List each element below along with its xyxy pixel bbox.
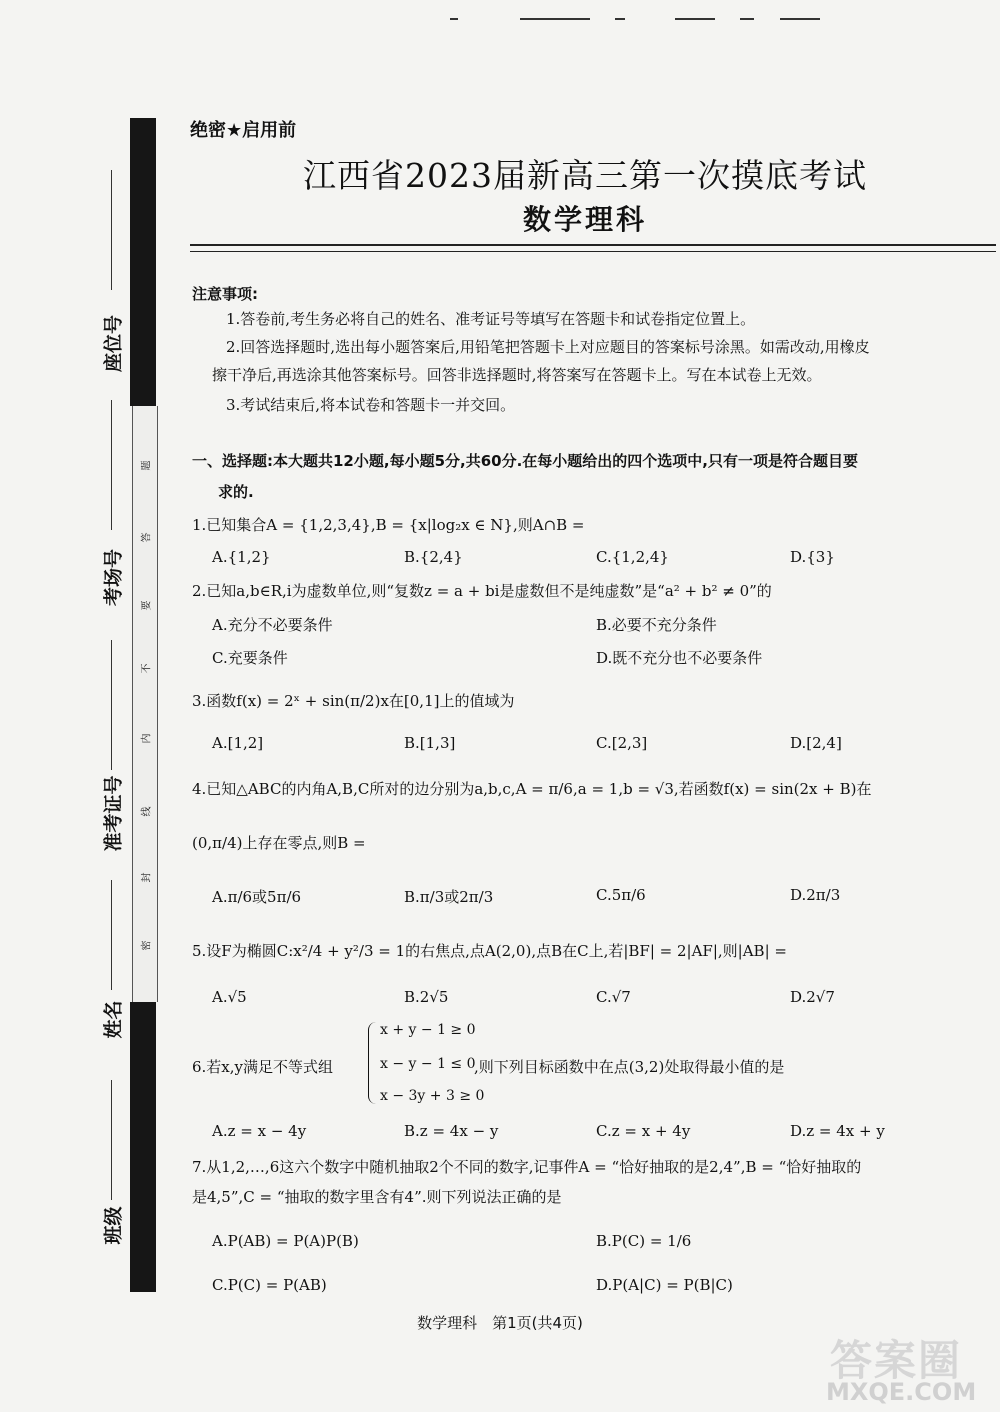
option-a: A.π/6或5π/6 [212,888,302,906]
watermark-text: 答案圈 [830,1336,963,1385]
option-d: D.2√7 [790,988,835,1006]
note-item: 3.考试结束后,将本试卷和答题卡一并交回。 [226,396,516,414]
option-d: D.z = 4x + y [790,1122,885,1140]
exam-room-line [111,400,112,530]
note-item: 1.答卷前,考生务必将自己的姓名、准考证号等填写在答题卡和试卷指定位置上。 [226,310,756,328]
seat-number-label: 座位号 [102,315,125,373]
option-b: B.{2,4} [404,548,463,566]
binding-strip-top [130,118,156,406]
option-c: C.充要条件 [212,649,288,667]
seal-line-strip [132,406,158,1002]
inequality: x + y − 1 ≥ 0 [380,1022,476,1038]
option-c: C.√7 [596,988,631,1006]
question-stem-cont: 是4,5”,C = “抽取的数字里含有4”.则下列说法正确的是 [192,1188,562,1206]
option-d: D.[2,4] [790,734,842,752]
option-c: C.[2,3] [596,734,648,752]
inequality: x − 3y + 3 ≥ 0 [380,1088,485,1104]
seal-char: 密 [141,940,153,951]
question-stem-tail: ,则下列目标函数中在点(3,2)处取得最小值的是 [474,1058,785,1076]
note-item: 擦干净后,再选涂其他答案标号。回答非选择题时,将答案写在答题卡上。写在本试卷上无效。 [212,366,822,384]
option-a: A.√5 [212,988,247,1006]
question-stem: 4.已知△ABC的内角A,B,C所对的边分别为a,b,c,A = π/6,a = 1,b = √3,若函数f(x) = sin(2x + B)在 [192,780,872,798]
subject-title: 数学理科 [522,203,647,236]
ticket-number-label: 准考证号 [102,775,125,852]
section-heading-line: 一、选择题:本大题共12小题,每小题5分,共60分.在每小题给出的四个选项中,只有一项是符合题目要 [192,452,858,470]
question-stem: 3.函数f(x) = 2ˣ + sin(π/2)x在[0,1]上的值域为 [192,692,515,710]
exam-room-label: 考场号 [102,549,125,607]
seal-char: 不 [141,663,153,674]
name-label: 姓名 [102,1000,125,1039]
seal-char: 题 [141,460,153,471]
seal-char: 答 [141,532,153,543]
seat-number-line [111,170,112,290]
name-line [111,880,112,990]
option-d: D.P(A|C) = P(B|C) [596,1276,733,1294]
option-d: D.2π/3 [790,886,841,904]
seal-char: 封 [141,872,153,883]
ticket-number-line [111,640,112,770]
seal-char: 内 [141,733,153,744]
class-line [111,1080,112,1200]
question-stem: 1.已知集合A = {1,2,3,4},B = {x|log₂x ∈ N},则A∩B = [192,516,585,534]
question-stem-cont: (0,π/4)上存在零点,则B = [192,834,366,852]
section-heading-line: 求的. [218,483,254,501]
section-heading [192,446,1000,508]
question-stem: 2.已知a,b∈R,i为虚数单位,则“复数z = a + bi是虚数但不是纯虚数”是“a² + b² ≠ 0”的 [192,582,772,600]
option-b: B.[1,3] [404,734,456,752]
option-c: C.5π/6 [596,886,646,904]
option-d: D.既不充分也不必要条件 [596,649,763,667]
option-b: B.必要不充分条件 [596,616,717,634]
option-b: B.π/3或2π/3 [404,888,494,906]
option-c: C.P(C) = P(AB) [212,1276,327,1294]
inequality: x − y − 1 ≤ 0 [380,1056,476,1072]
exam-title: 江西省2023届新高三第一次摸底考试 [303,156,867,195]
top-scan-marks [440,14,820,22]
option-a: A.[1,2] [212,734,264,752]
header-rule-thick [190,244,996,246]
option-d: D.{3} [790,548,835,566]
seal-char: 线 [141,806,153,817]
option-a: A.{1,2} [212,548,271,566]
option-a: A.充分不必要条件 [212,616,333,634]
watermark-logo [820,1328,1000,1412]
option-c: C.z = x + 4y [596,1122,691,1140]
option-c: C.{1,2,4} [596,548,669,566]
watermark-site: MXQE.COM [826,1378,977,1406]
class-label: 班级 [102,1206,125,1245]
question-stem: 6.若x,y满足不等式组 [192,1058,334,1076]
header-rule-thin [190,251,996,252]
note-item: 2.回答选择题时,选出每小题答案后,用铅笔把答题卡上对应题目的答案标号涂黑。如需改动,用橡皮 [226,338,870,356]
option-a: A.P(AB) = P(A)P(B) [212,1232,359,1250]
question-stem: 5.设F为椭圆C:x²/4 + y²/3 = 1的右焦点,点A(2,0),点B在C上,若|BF| = 2|AF|,则|AB| = [192,942,787,960]
confidential-mark: 绝密★启用前 [190,120,297,141]
option-b: B.P(C) = 1/6 [596,1232,692,1250]
binding-strip-bottom [130,1002,156,1292]
option-a: A.z = x − 4y [212,1122,307,1140]
option-b: B.2√5 [404,988,449,1006]
notes-heading: 注意事项: [192,285,258,303]
system-brace [368,1022,379,1104]
page-footer: 数学理科 第1页(共4页) [417,1314,583,1332]
option-b: B.z = 4x − y [404,1122,499,1140]
question-stem: 7.从1,2,…,6这六个数字中随机抽取2个不同的数字,记事件A = “恰好抽取的是2,4”,B = “恰好抽取的 [192,1158,862,1176]
seal-char: 要 [141,600,153,611]
